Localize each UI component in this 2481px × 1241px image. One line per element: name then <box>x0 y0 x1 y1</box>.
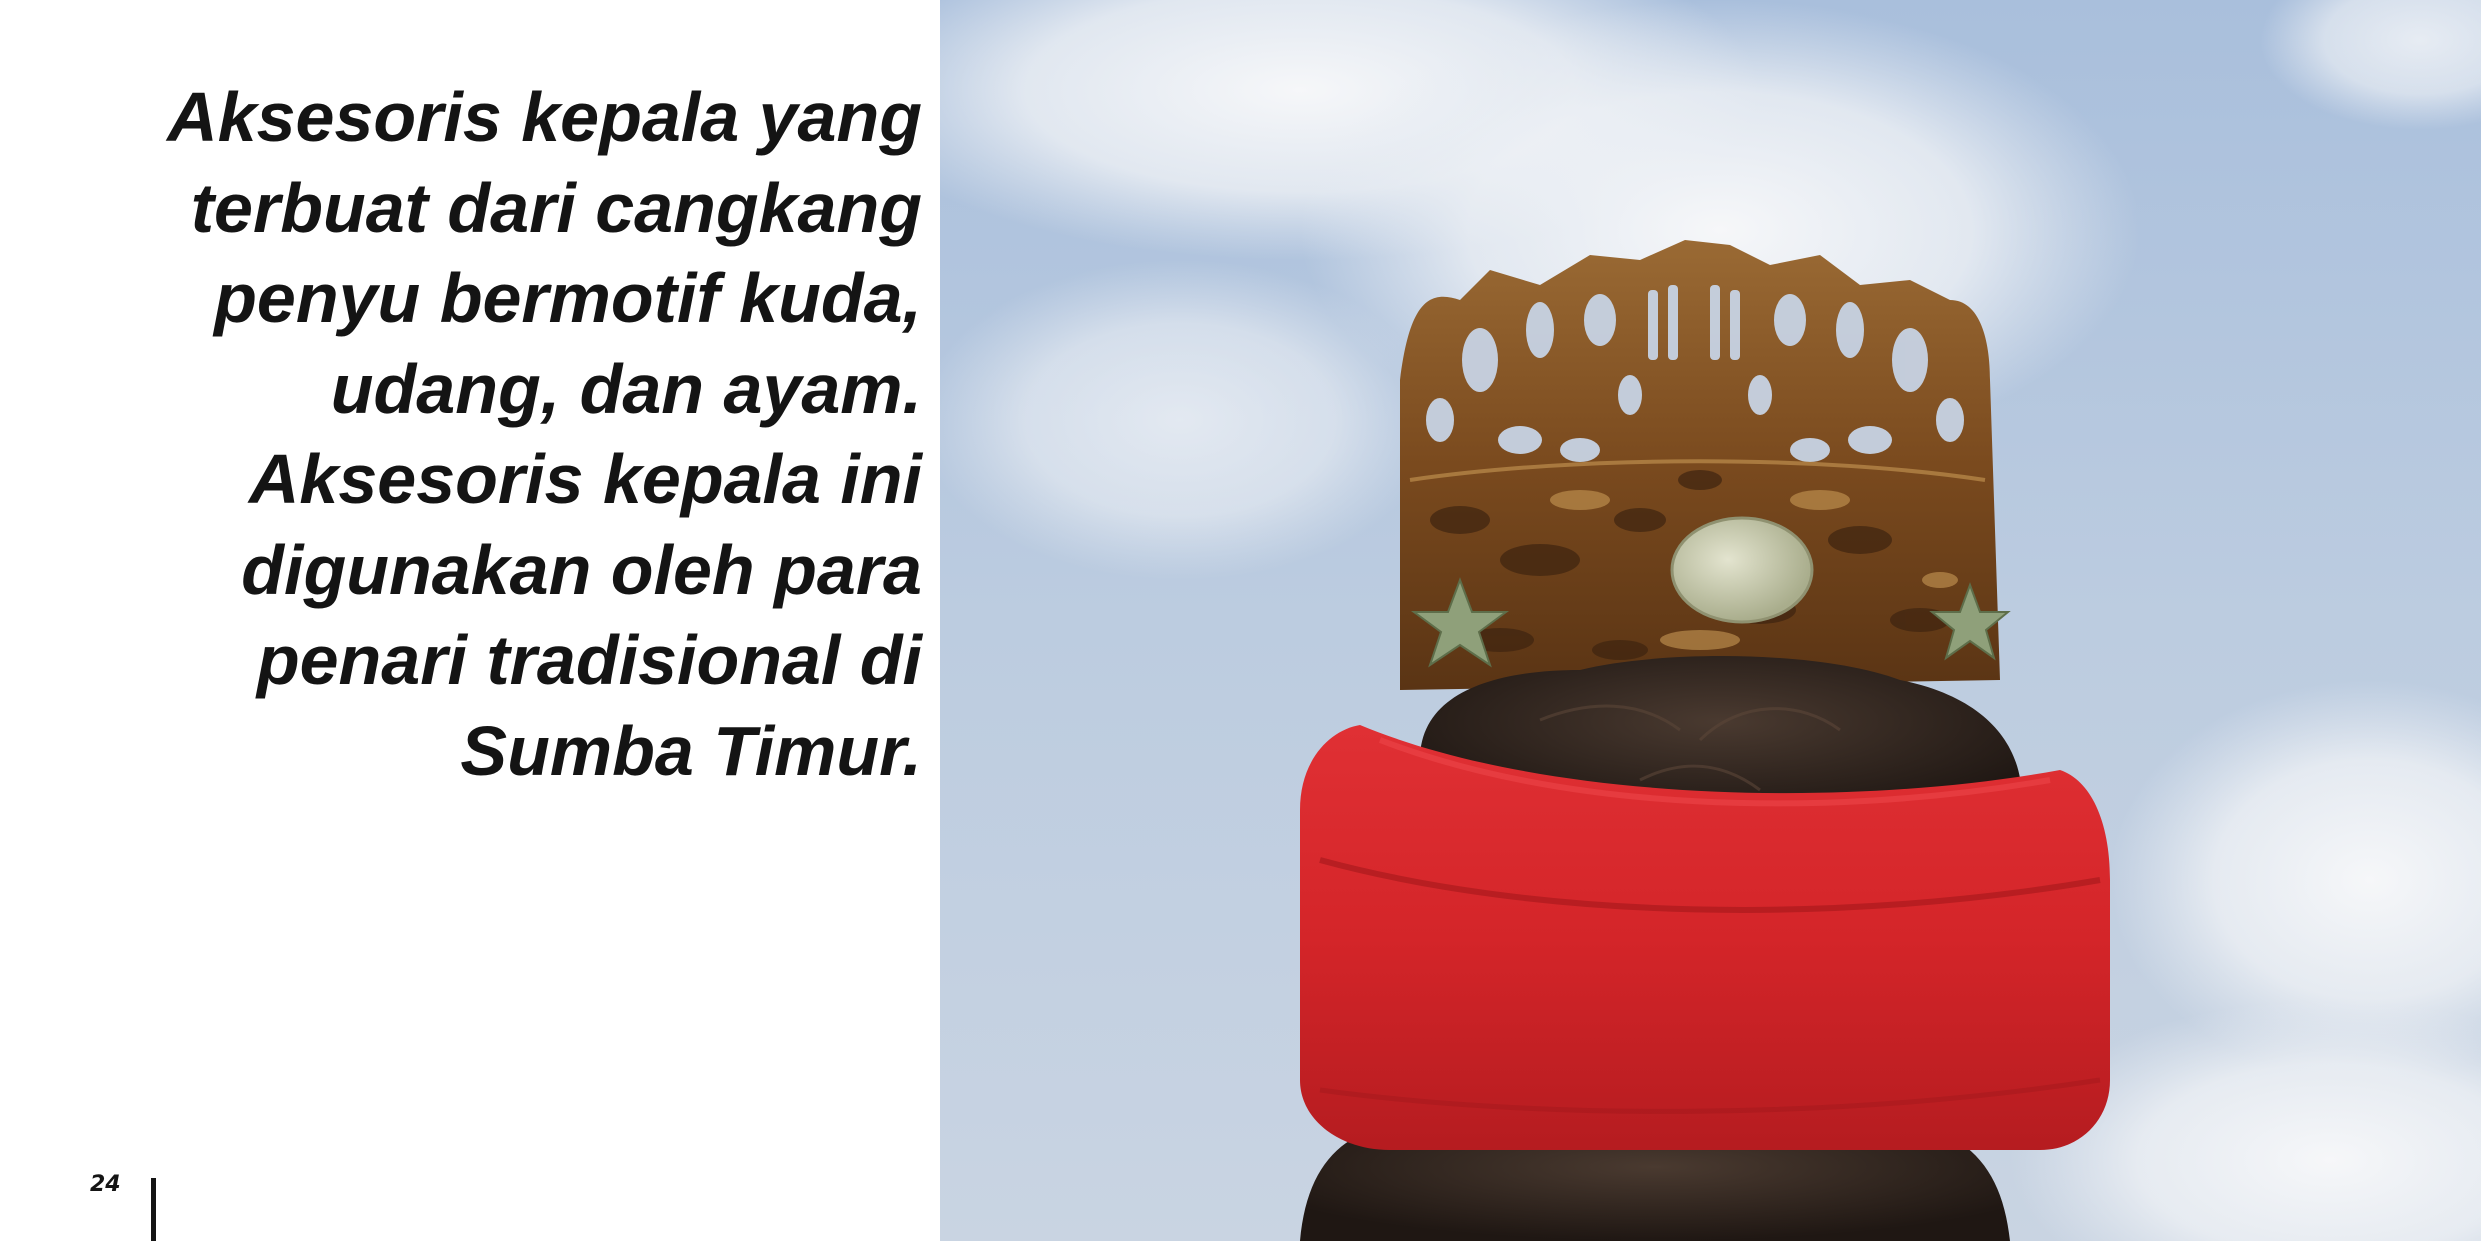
folio-rule <box>151 1178 156 1241</box>
page-number: 24 <box>90 1172 121 1197</box>
cloud <box>940 260 1440 580</box>
caption-line: Aksesoris kepala ini <box>248 440 922 518</box>
caption-line: terbuat dari cangkang <box>190 168 922 247</box>
photo-headdress <box>940 0 2481 1241</box>
caption <box>42 72 922 796</box>
shell-disc <box>1672 518 1812 622</box>
caption-line: udang, dan ayam. <box>330 349 922 428</box>
caption-line: Aksesoris kepala yang <box>167 78 922 156</box>
caption-line: Sumba Timur. <box>460 711 922 790</box>
caption-line: digunakan oleh para <box>241 530 922 609</box>
caption-line: penyu bermotif kuda, <box>214 259 922 337</box>
caption-line: penari tradisional di <box>256 621 922 699</box>
text-column <box>0 0 940 1241</box>
